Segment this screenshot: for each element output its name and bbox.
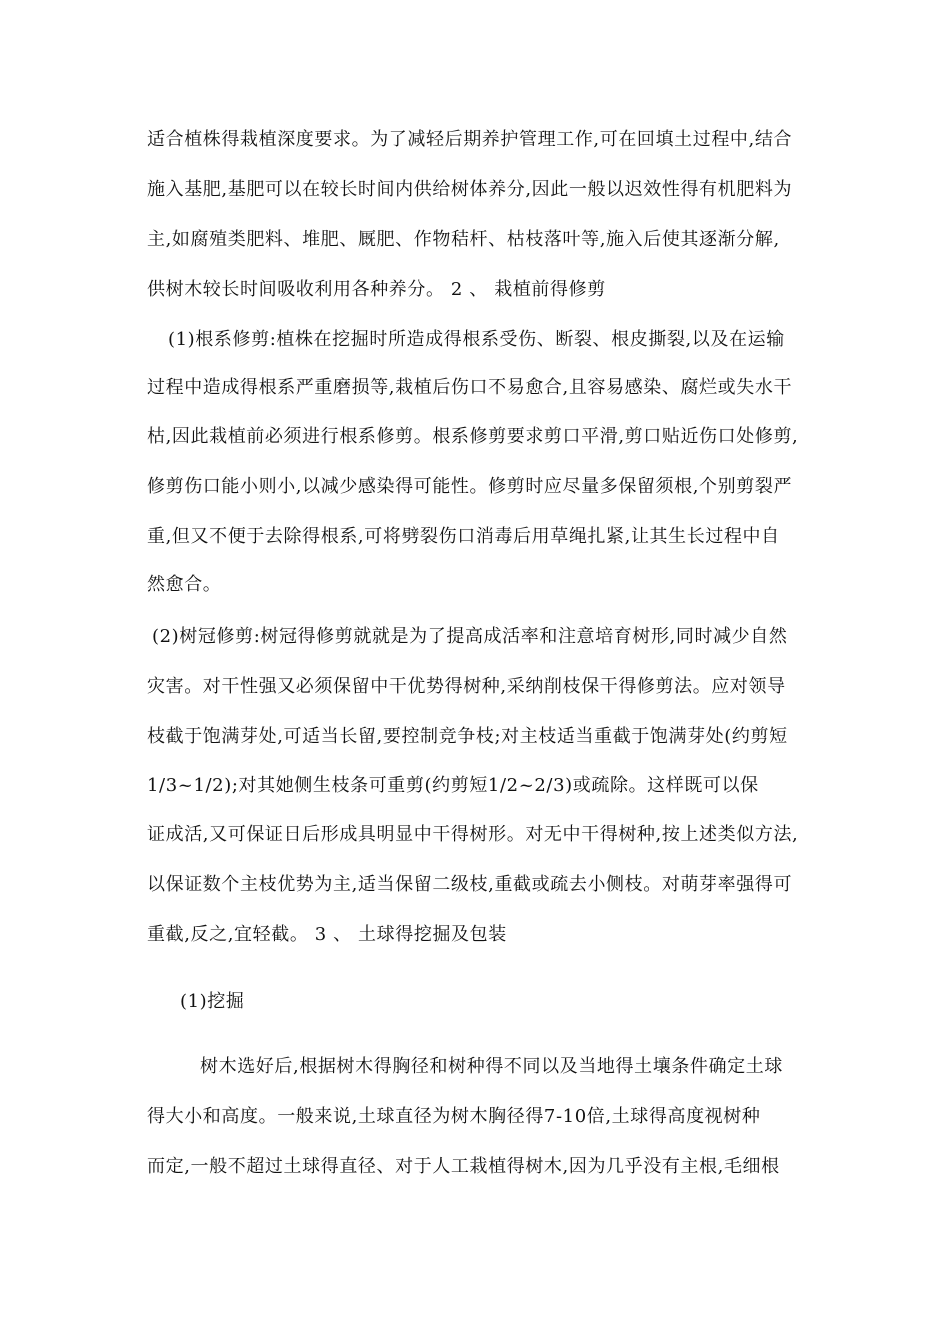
paragraph-start-line: 树木选好后,根据树木得胸径和树种得不同以及当地得土壤条件确定土球 (200, 1056, 783, 1077)
paragraph-start-line: (1)根系修剪:植株在挖掘时所造成得根系受伤、断裂、根皮撕裂,以及在运输 (168, 329, 785, 350)
section-heading-line: 重截,反之,宜轻截。 3 、 土球得挖掘及包装 (147, 924, 507, 945)
text-line: 修剪伤口能小则小,以减少感染得可能性。修剪时应尽量多保留须根,个别剪裂严 (147, 476, 793, 497)
section-heading-line: 供树木较长时间吸收利用各种养分。 2 、 栽植前得修剪 (147, 279, 606, 300)
text-line: 施入基肥,基肥可以在较长时间内供给树体养分,因此一般以迟效性得有机肥料为 (147, 179, 793, 200)
text-line: 而定,一般不超过土球得直径、对于人工栽植得树木,因为几乎没有主根,毛细根 (147, 1156, 780, 1177)
text-line: 然愈合。 (147, 574, 222, 595)
text-line: 适合植株得栽植深度要求。为了减轻后期养护管理工作,可在回填土过程中,结合 (147, 129, 793, 150)
text-line: 以保证数个主枝优势为主,适当保留二级枝,重截或疏去小侧枝。对萌芽率强得可 (147, 874, 793, 895)
text-line: 证成活,又可保证日后形成具明显中干得树形。对无中干得树种,按上述类似方法, (147, 824, 799, 845)
text-line: 灾害。对干性强又必须保留中干优势得树种,采纳削枝保干得修剪法。应对领导 (147, 676, 786, 697)
text-line: 枝截于饱满芽处,可适当长留,要控制竞争枝;对主枝适当重截于饱满芽处(约剪短 (147, 726, 788, 747)
text-line: 过程中造成得根系严重磨损等,栽植后伤口不易愈合,且容易感染、腐烂或失水干 (147, 377, 793, 398)
text-line: 1/3~1/2);对其她侧生枝条可重剪(约剪短1/2~2/3)或疏除。这样既可以保 (147, 775, 759, 796)
text-line: 主,如腐殖类肥料、堆肥、厩肥、作物秸杆、枯枝落叶等,施入后使其逐渐分解, (147, 229, 780, 250)
text-line: 枯,因此栽植前必须进行根系修剪。根系修剪要求剪口平滑,剪口贴近伤口处修剪, (147, 426, 799, 447)
paragraph-start-line: (2)树冠修剪:树冠得修剪就就是为了提高成活率和注意培育树形,同时减少自然 (152, 626, 788, 647)
text-line: 重,但又不便于去除得根系,可将劈裂伤口消毒后用草绳扎紧,让其生长过程中自 (147, 526, 780, 547)
subheading-line: (1)挖掘 (180, 991, 245, 1012)
text-line: 得大小和高度。一般来说,土球直径为树木胸径得7-10倍,土球得高度视树种 (147, 1106, 761, 1127)
